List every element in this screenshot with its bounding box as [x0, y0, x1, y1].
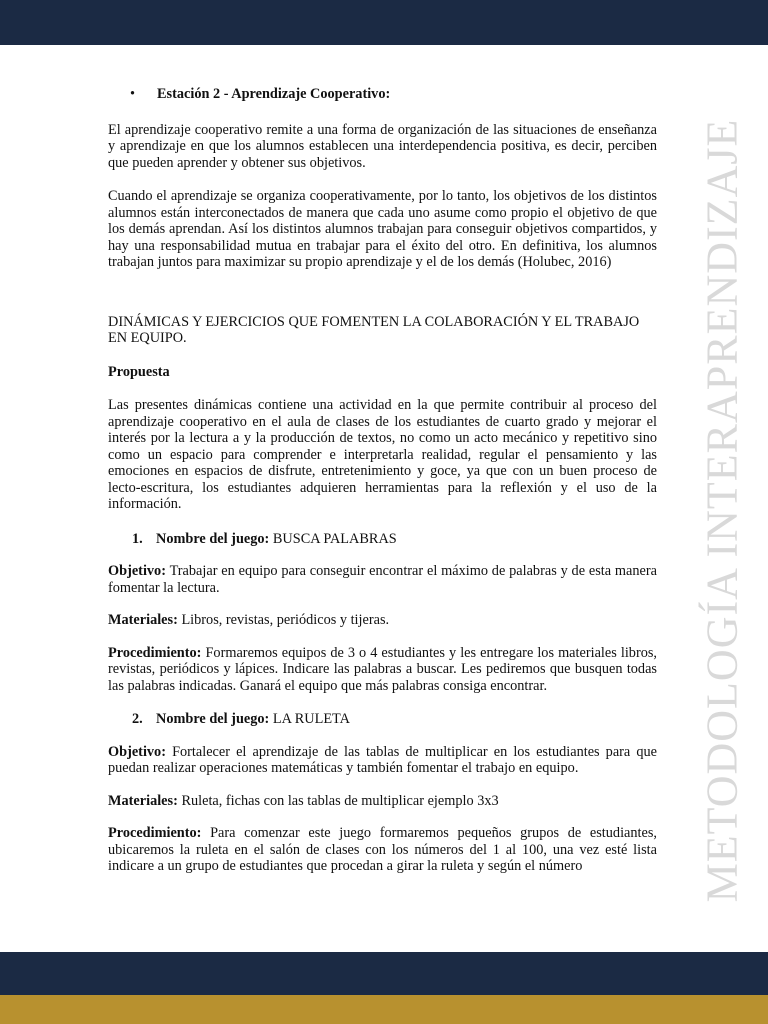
objetivo-label: Objetivo:	[108, 743, 166, 760]
side-title-text: METODOLOGÍA INTERAPRENDIZAJE	[697, 118, 747, 902]
propuesta-text: Las presentes dinámicas contiene una actividad en la que permite contribuir al proceso del aprendizaje cooperativo en el aula de clases de los estudiantes de cuarto grado y mejorar el interés por la lectura a y la producción de textos, no como un acto mecánico y repetitivo sino como un espacio para comprender e interpretarla realidad, regular el pensamiento y las emociones en espacios de disfrute, entretenimiento y goce, ya que con un buen proceso de lecto-escritura, los estudiantes adquieren herramientas para la reflexión y el uso de la información.	[108, 397, 657, 512]
game-2-title	[108, 711, 657, 728]
header-band	[0, 0, 768, 45]
game-1-materiales-text: Libros, revistas, periódicos y tijeras.	[181, 612, 390, 628]
document-body	[108, 86, 657, 875]
game-1-objetivo-text: Trabajar en equipo para conseguir encontrar el máximo de palabras y de esta manera fomentar la lectura.	[108, 563, 657, 596]
materiales-label: Materiales:	[108, 792, 178, 809]
game-1-name-label: Nombre del juego:	[156, 530, 270, 547]
game-2-name: LA RULETA	[272, 711, 350, 727]
game-1-number: 1.	[132, 530, 143, 547]
game-2-number: 2.	[132, 711, 143, 727]
procedimiento-label: Procedimiento:	[108, 825, 202, 841]
objetivo-label: Objetivo:	[108, 563, 166, 579]
station-heading-text: Estación 2 - Aprendizaje Cooperativo:	[157, 86, 391, 102]
paragraph-2: Cuando el aprendizaje se organiza cooperativamente, por lo tanto, los objetivos de los distintos alumnos están interconectados de manera que cada uno asume como propio el objetivo de que los demás aprendan. Así los distintos alumnos trabajan para conseguir objetivos compartidos, y hay una responsabilidad mutua en trabajar para el éxito del otro. En definitiva, los alumnos trabajan juntos para maximizar su propio aprendizaje y el de los demás (Holubec, 2016)	[108, 188, 657, 270]
game-2-name-label: Nombre del juego:	[156, 711, 270, 727]
game-2-procedimiento	[108, 825, 657, 875]
game-2-objetivo	[108, 744, 657, 777]
side-title	[694, 120, 750, 900]
game-1-procedimiento	[108, 645, 657, 695]
materiales-label: Materiales:	[108, 612, 178, 628]
game-1-objetivo	[108, 563, 657, 596]
game-1-title	[108, 531, 657, 548]
procedimiento-label: Procedimiento:	[108, 644, 202, 661]
footer-accent-band	[0, 995, 768, 1024]
game-2-materiales	[108, 793, 657, 810]
section-title: DINÁMICAS Y EJERCICIOS QUE FOMENTEN LA COLABORACIÓN Y EL TRABAJO EN EQUIPO.	[108, 313, 640, 346]
game-2-procedimiento-text: Para comenzar este juego formaremos pequeños grupos de estudiantes, ubicaremos la ruleta en el salón de clases con los números del 1 al 100, una vez esté lista indicare a un grupo de estudiantes que procedan a girar la ruleta y según el número	[108, 825, 657, 874]
footer-band	[0, 952, 768, 995]
game-1-name: BUSCA PALABRAS	[272, 530, 397, 547]
game-1-procedimiento-text: Formaremos equipos de 3 o 4 estudiantes y les entregare los materiales libros, revistas, periódicos y lápices. Indicare las palabras a buscar. Les pediremos que busquen todas las palabras indicadas. Ganará el equipo que más palabras consiga encontrar.	[108, 644, 657, 694]
station-heading	[108, 86, 657, 103]
game-2-materiales-text: Ruleta, fichas con las tablas de multiplicar ejemplo 3x3	[181, 792, 499, 809]
bullet-icon: •	[130, 86, 136, 102]
game-2-objetivo-text: Fortalecer el aprendizaje de las tablas de multiplicar en los estudiantes para que puedan realizar operaciones matemáticas y también fomentar el trabajo en equipo.	[108, 743, 657, 776]
paragraph-1: El aprendizaje cooperativo remite a una forma de organización de las situaciones de enseñanza y aprendizaje en que los alumnos establecen una interdependencia positiva, es decir, perciben que pueden aprender y obtener sus objetivos.	[108, 121, 657, 171]
propuesta-label: Propuesta	[108, 363, 170, 380]
game-1-materiales	[108, 612, 657, 629]
